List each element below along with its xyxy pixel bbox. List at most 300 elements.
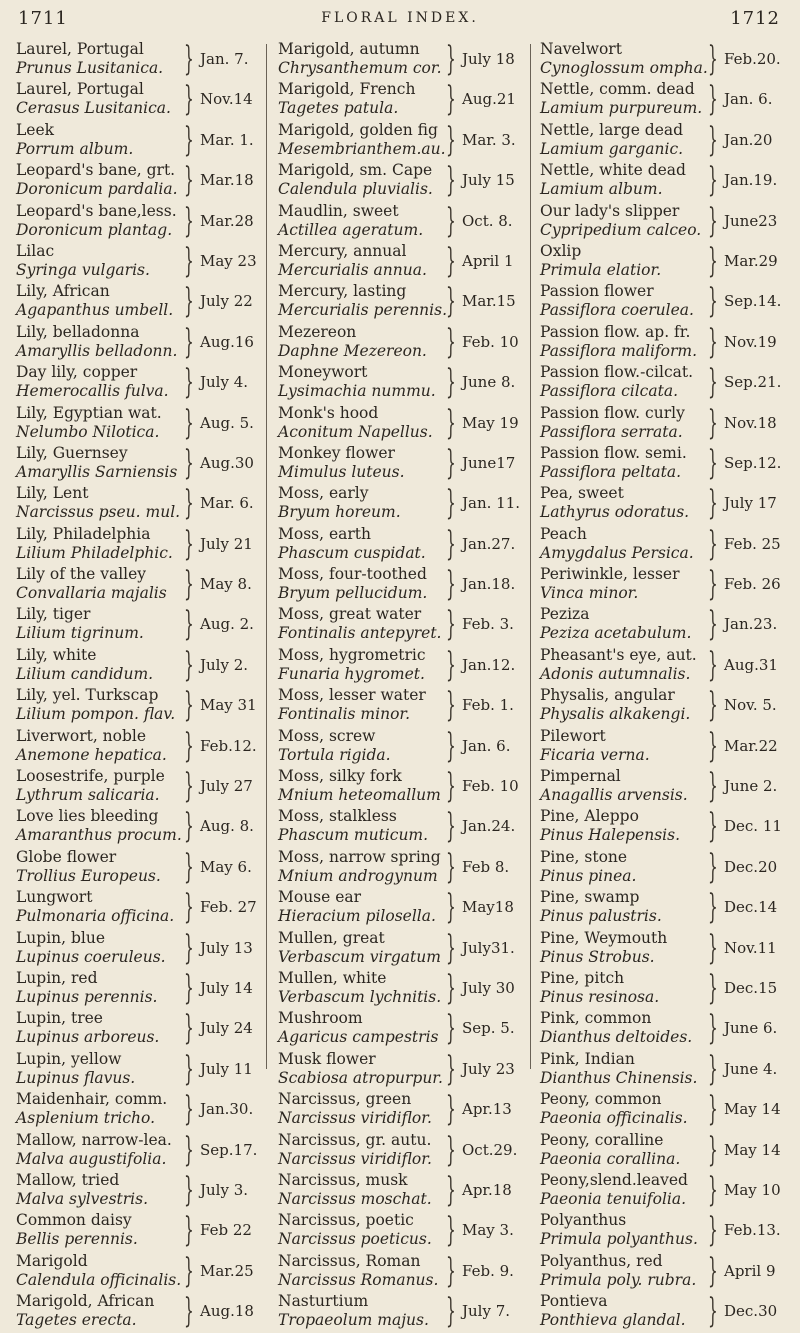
entry-names (540, 727, 710, 765)
flowering-date: Aug. 5. (200, 413, 254, 432)
latin-name: Passiflora coerulea. (540, 301, 694, 320)
flowering-date: Sep.21. (724, 373, 782, 392)
latin-name: Mimulus luteus. (278, 462, 405, 481)
index-entry (278, 40, 524, 80)
brace-icon: } (184, 1048, 194, 1089)
common-name: Marigold, African (16, 1292, 155, 1311)
flowering-date: Jan.30. (200, 1100, 254, 1119)
index-entry (278, 888, 524, 928)
latin-name: Narcissus viridiflor. (278, 1149, 432, 1168)
flowering-date: Feb. 25 (724, 534, 781, 553)
entry-names (278, 1211, 448, 1249)
index-entry (16, 1050, 262, 1090)
flowering-date: July 22 (200, 292, 253, 311)
latin-name: Pinus palustris. (540, 907, 662, 926)
entry-names (278, 202, 448, 240)
entry-names (278, 1090, 448, 1128)
flowering-date: May18 (462, 898, 514, 917)
common-name: Navelwort (540, 40, 622, 58)
flowering-date: Mar. 1. (200, 130, 254, 149)
common-name: Passion flow. semi. (540, 443, 687, 462)
latin-name: Hemerocallis fulva. (16, 382, 169, 401)
index-entry (16, 363, 262, 403)
latin-name: Narcissus viridiflor. (278, 1109, 432, 1128)
flowering-date: Nov.19 (724, 332, 777, 351)
entry-names (16, 807, 186, 845)
flowering-date: Apr.13 (462, 1100, 512, 1119)
flowering-date: Nov.14 (200, 90, 253, 109)
index-entry (278, 161, 524, 201)
brace-icon: } (184, 887, 194, 928)
flowering-date: Jan.20 (724, 130, 773, 149)
common-name: Pimpernal (540, 767, 621, 786)
entry-names (16, 767, 186, 805)
common-name: Nasturtium (278, 1292, 369, 1311)
common-name: Maudlin, sweet (278, 201, 399, 220)
flowering-date: Apr.18 (462, 1180, 512, 1199)
column-divider (530, 44, 531, 1069)
entry-names (16, 646, 186, 684)
flowering-date: Feb.20. (724, 50, 781, 68)
index-entry (16, 929, 262, 969)
flowering-date: July 17 (724, 494, 777, 513)
entry-names (278, 686, 448, 724)
index-entry (540, 1252, 786, 1292)
latin-name: Asplenium tricho. (16, 1109, 155, 1128)
common-name: Moss, earth (278, 524, 371, 543)
flowering-date: June 6. (724, 1019, 778, 1038)
latin-name: Pinus Halepensis. (540, 826, 680, 845)
brace-icon: } (708, 240, 718, 281)
latin-name: Anemone hepatica. (16, 745, 167, 764)
brace-icon: } (708, 1291, 718, 1332)
index-entry (278, 202, 524, 242)
common-name: Nettle, white dead (540, 161, 686, 180)
latin-name: Prunus Lusitanica. (16, 59, 164, 77)
index-entry (540, 969, 786, 1009)
index-entry (278, 1009, 524, 1049)
brace-icon: } (184, 523, 194, 564)
latin-name: Lilium pompon. flav. (16, 705, 176, 724)
index-entry (540, 646, 786, 686)
index-entry (540, 807, 786, 847)
flowering-date: Aug.31 (724, 655, 778, 674)
entry-names (540, 767, 710, 805)
entry-names (278, 40, 448, 78)
common-name: Physalis, angular (540, 686, 675, 705)
latin-name: Phascum cuspidat. (278, 543, 426, 562)
common-name: Passion flow.-cilcat. (540, 363, 694, 382)
common-name: Lily of the valley (16, 565, 147, 584)
brace-icon: } (708, 321, 718, 362)
flowering-date: Mar.28 (200, 211, 254, 230)
entry-names (278, 161, 448, 199)
index-columns (16, 39, 794, 1332)
entry-names (540, 202, 710, 240)
flowering-date: Aug.18 (200, 1302, 254, 1321)
index-column-3 (540, 40, 786, 1333)
index-entry (278, 1252, 524, 1292)
index-entry (540, 888, 786, 928)
entry-names (540, 40, 710, 78)
flowering-date: Jan.23. (724, 615, 778, 634)
common-name: Mallow, narrow-lea. (16, 1130, 172, 1149)
entry-names (278, 121, 448, 159)
entry-names (16, 929, 186, 967)
brace-icon: } (184, 160, 194, 201)
common-name: Leopard's bane,less. (16, 201, 177, 220)
brace-icon: } (708, 766, 718, 807)
common-name: Moneywort (278, 363, 368, 382)
brace-icon: } (446, 160, 456, 201)
brace-icon: } (184, 1250, 194, 1291)
common-name: Lily, yel. Turkscap (16, 686, 159, 705)
entry-names (16, 161, 186, 199)
index-entry (16, 1171, 262, 1211)
brace-icon: } (184, 927, 194, 968)
brace-icon: } (446, 1008, 456, 1049)
flowering-date: Aug. 2. (200, 615, 254, 634)
entry-names (16, 404, 186, 442)
entry-names (16, 444, 186, 482)
flowering-date: May 19 (462, 413, 519, 432)
brace-icon: } (446, 1048, 456, 1089)
brace-icon: } (708, 846, 718, 887)
flowering-date: Sep.17. (200, 1140, 258, 1159)
common-name: Common daisy (16, 1211, 132, 1230)
common-name: Mezereon (278, 322, 357, 341)
brace-icon: } (446, 402, 456, 443)
common-name: Globe flower (16, 847, 117, 866)
entry-names (16, 282, 186, 320)
index-entry (540, 363, 786, 403)
index-entry (16, 646, 262, 686)
common-name: Pine, pitch (540, 968, 625, 987)
brace-icon: } (184, 644, 194, 685)
flowering-date: Dec. 11 (724, 817, 782, 836)
common-name: Nettle, large dead (540, 120, 684, 139)
brace-icon: } (708, 927, 718, 968)
latin-name: Paeonia officinalis. (540, 1109, 688, 1128)
latin-name: Hieracium pilosella. (278, 907, 436, 926)
flowering-date: May 14 (724, 1100, 781, 1119)
brace-icon: } (446, 362, 456, 403)
entry-names (278, 848, 448, 886)
brace-icon: } (184, 846, 194, 887)
index-entry (278, 484, 524, 524)
common-name: Monkey flower (278, 443, 395, 462)
common-name: Pine, Aleppo (540, 807, 639, 826)
entry-names (16, 202, 186, 240)
brace-icon: } (708, 119, 718, 160)
latin-name: Dianthus deltoides. (540, 1028, 693, 1047)
latin-name: Pinus resinosa. (540, 987, 660, 1006)
common-name: Moss, narrow spring (278, 847, 441, 866)
latin-name: Pulmonaria officina. (16, 907, 175, 926)
index-column-1 (16, 40, 262, 1333)
common-name: Leek (16, 120, 55, 139)
entry-names (540, 1211, 710, 1249)
latin-name: Verbascum virgatum (278, 947, 441, 966)
flowering-date: Feb 22 (200, 1221, 252, 1240)
entry-names (278, 1009, 448, 1047)
brace-icon: } (446, 1291, 456, 1332)
flowering-date: Nov. 5. (724, 696, 777, 715)
latin-name: Mnium androgynum (278, 866, 438, 885)
common-name: Narcissus, poetic (278, 1211, 414, 1230)
latin-name: Nelumbo Nilotica. (16, 422, 160, 441)
common-name: Moss, screw (278, 726, 376, 745)
latin-name: Paeonia tenuifolia. (540, 1189, 687, 1208)
flowering-date: July 13 (200, 938, 253, 957)
latin-name: Cerasus Lusitanica. (16, 99, 171, 118)
common-name: Lily, Lent (16, 484, 89, 503)
latin-name: Anagallis arvensis. (540, 786, 688, 805)
common-name: Moss, lesser water (278, 686, 426, 705)
common-name: Maidenhair, comm. (16, 1090, 168, 1109)
latin-name: Malva augustifolia. (16, 1149, 167, 1168)
brace-icon: } (708, 1169, 718, 1210)
brace-icon: } (446, 119, 456, 160)
flowering-date: Oct.29. (462, 1140, 518, 1159)
entry-names (278, 282, 448, 320)
index-entry (278, 969, 524, 1009)
flowering-date: July 24 (200, 1019, 253, 1038)
brace-icon: } (708, 442, 718, 483)
brace-icon: } (184, 281, 194, 322)
brace-icon: } (446, 281, 456, 322)
latin-name: Lupinus perennis. (16, 987, 158, 1006)
entry-names (540, 1292, 710, 1330)
index-entry (278, 363, 524, 403)
brace-icon: } (446, 1250, 456, 1291)
flowering-date: July 3. (200, 1180, 249, 1199)
flowering-date: Feb 8. (462, 857, 510, 876)
flowering-date: Jan.27. (462, 534, 516, 553)
latin-name: Tortula rigida. (278, 745, 391, 764)
common-name: Love lies bleeding (16, 807, 159, 826)
latin-name: Physalis alkakengi. (540, 705, 691, 724)
latin-name: Amaranthus procum. (16, 826, 182, 845)
entry-names (540, 1131, 710, 1169)
flowering-date: Mar.22 (724, 736, 778, 755)
index-entry (16, 565, 262, 605)
brace-icon: } (708, 79, 718, 120)
index-entry (16, 1252, 262, 1292)
index-entry (16, 1131, 262, 1171)
common-name: Lily, Guernsey (16, 443, 128, 462)
common-name: Pea, sweet (540, 484, 624, 503)
entry-names (278, 404, 448, 442)
latin-name: Doronicum pardalia. (16, 180, 178, 199)
flowering-date: July 15 (462, 171, 515, 190)
flowering-date: May 14 (724, 1140, 781, 1159)
index-entry (16, 161, 262, 201)
common-name: Monk's hood (278, 403, 379, 422)
brace-icon: } (708, 1048, 718, 1089)
flowering-date: Aug. 8. (200, 817, 254, 836)
latin-name: Cynoglossum ompha. (540, 59, 708, 77)
common-name: Peony, coralline (540, 1130, 664, 1149)
common-name: Pine, stone (540, 847, 628, 866)
brace-icon: } (446, 240, 456, 281)
latin-name: Paeonia corallina. (540, 1149, 681, 1168)
index-entry (278, 525, 524, 565)
latin-name: Narcissus poeticus. (278, 1230, 432, 1249)
latin-name: Lilium candidum. (16, 664, 154, 683)
brace-icon: } (184, 1210, 194, 1251)
common-name: Marigold, autumn (278, 40, 420, 58)
latin-name: Lupinus coeruleus. (16, 947, 166, 966)
latin-name: Fontinalis antepyret. (278, 624, 442, 643)
brace-icon: } (708, 483, 718, 524)
entry-names (540, 686, 710, 724)
common-name: Lungwort (16, 888, 93, 907)
common-name: Liverwort, noble (16, 726, 147, 745)
brace-icon: } (184, 685, 194, 726)
index-entry (16, 323, 262, 363)
entry-names (278, 1292, 448, 1330)
entry-names (16, 969, 186, 1007)
common-name: Periwinkle, lesser (540, 565, 680, 584)
entry-names (540, 525, 710, 563)
flowering-date: July 18 (462, 50, 515, 68)
entry-names (16, 686, 186, 724)
index-entry (278, 1050, 524, 1090)
flowering-date: Aug.21 (462, 90, 516, 109)
index-entry (278, 1090, 524, 1130)
latin-name: Primula elatior. (540, 260, 662, 279)
page-number-right: 1712 (730, 8, 780, 29)
index-entry (540, 1131, 786, 1171)
entry-names (540, 323, 710, 361)
entry-names (278, 80, 448, 118)
flowering-date: Mar.25 (200, 1261, 254, 1280)
entry-names (278, 727, 448, 765)
entry-names (540, 605, 710, 643)
index-entry (540, 1050, 786, 1090)
latin-name: Dianthus Chinensis. (540, 1068, 698, 1087)
brace-icon: } (446, 1169, 456, 1210)
brace-icon: } (446, 523, 456, 564)
entry-names (16, 484, 186, 522)
latin-name: Passiflora peltata. (540, 462, 682, 481)
brace-icon: } (446, 39, 456, 79)
common-name: Laurel, Portugal (16, 40, 144, 58)
latin-name: Mnium heteomallum (278, 786, 441, 805)
brace-icon: } (708, 644, 718, 685)
index-entry (16, 1292, 262, 1332)
entry-names (16, 121, 186, 159)
flowering-date: Dec.15 (724, 978, 778, 997)
brace-icon: } (446, 200, 456, 241)
latin-name: Fontinalis minor. (278, 705, 411, 724)
flowering-date: Jan.24. (462, 817, 516, 836)
flowering-date: Feb.13. (724, 1221, 781, 1240)
common-name: Loosestrife, purple (16, 767, 165, 786)
common-name: Peony,slend.leaved (540, 1170, 688, 1189)
latin-name: Amygdalus Persica. (540, 543, 694, 562)
flowering-date: Feb. 27 (200, 898, 257, 917)
brace-icon: } (708, 725, 718, 766)
flowering-date: May 31 (200, 696, 257, 715)
common-name: Marigold, French (278, 80, 416, 99)
flowering-date: June23 (724, 211, 778, 230)
brace-icon: } (446, 1210, 456, 1251)
index-entry (16, 525, 262, 565)
flowering-date: Jan. 6. (462, 736, 511, 755)
latin-name: Lamium album. (540, 180, 663, 199)
brace-icon: } (184, 1129, 194, 1170)
flowering-date: Sep.12. (724, 453, 782, 472)
common-name: Peziza (540, 605, 590, 624)
latin-name: Convallaria majalis (16, 584, 167, 603)
entry-names (540, 1090, 710, 1128)
brace-icon: } (708, 160, 718, 201)
index-entry (16, 848, 262, 888)
entry-names (278, 605, 448, 643)
brace-icon: } (184, 725, 194, 766)
index-entry (540, 929, 786, 969)
latin-name: Narcissus Romanus. (278, 1270, 439, 1289)
brace-icon: } (184, 806, 194, 847)
latin-name: Actillea ageratum. (278, 220, 424, 239)
flowering-date: Jan.12. (462, 655, 516, 674)
common-name: Lupin, tree (16, 1009, 103, 1028)
latin-name: Peziza acetabulum. (540, 624, 692, 643)
entry-names (540, 121, 710, 159)
common-name: Peony, common (540, 1090, 662, 1109)
brace-icon: } (446, 806, 456, 847)
index-entry (16, 807, 262, 847)
latin-name: Passiflora serrata. (540, 422, 683, 441)
flowering-date: Feb. 26 (724, 575, 781, 594)
common-name: Pontieva (540, 1292, 608, 1311)
flowering-date: May 6. (200, 857, 252, 876)
index-entry (16, 444, 262, 484)
entry-names (16, 1211, 186, 1249)
entry-names (540, 646, 710, 684)
flowering-date: Feb. 10 (462, 777, 519, 796)
brace-icon: } (708, 1008, 718, 1049)
latin-name: Lamium purpureum. (540, 99, 703, 118)
index-entry (278, 444, 524, 484)
brace-icon: } (184, 402, 194, 443)
entry-names (278, 242, 448, 280)
common-name: Lupin, blue (16, 928, 106, 947)
flowering-date: July 4. (200, 373, 249, 392)
entry-names (278, 1131, 448, 1169)
index-entry (278, 848, 524, 888)
common-name: Marigold, golden fig (278, 120, 438, 139)
flowering-date: June 2. (724, 777, 778, 796)
entry-names (278, 565, 448, 603)
brace-icon: } (708, 362, 718, 403)
index-entry (540, 767, 786, 807)
flowering-date: Jan. 7. (200, 50, 249, 68)
flowering-date: July 7. (462, 1302, 511, 1321)
page-number-left: 1711 (18, 8, 68, 29)
index-entry (16, 40, 262, 80)
index-entry (540, 80, 786, 120)
common-name: Moss, early (278, 484, 369, 503)
index-entry (16, 202, 262, 242)
flowering-date: July 21 (200, 534, 253, 553)
common-name: Laurel, Portugal (16, 80, 144, 99)
brace-icon: } (708, 1250, 718, 1291)
flowering-date: Mar.18 (200, 171, 254, 190)
flowering-date: Sep.14. (724, 292, 782, 311)
